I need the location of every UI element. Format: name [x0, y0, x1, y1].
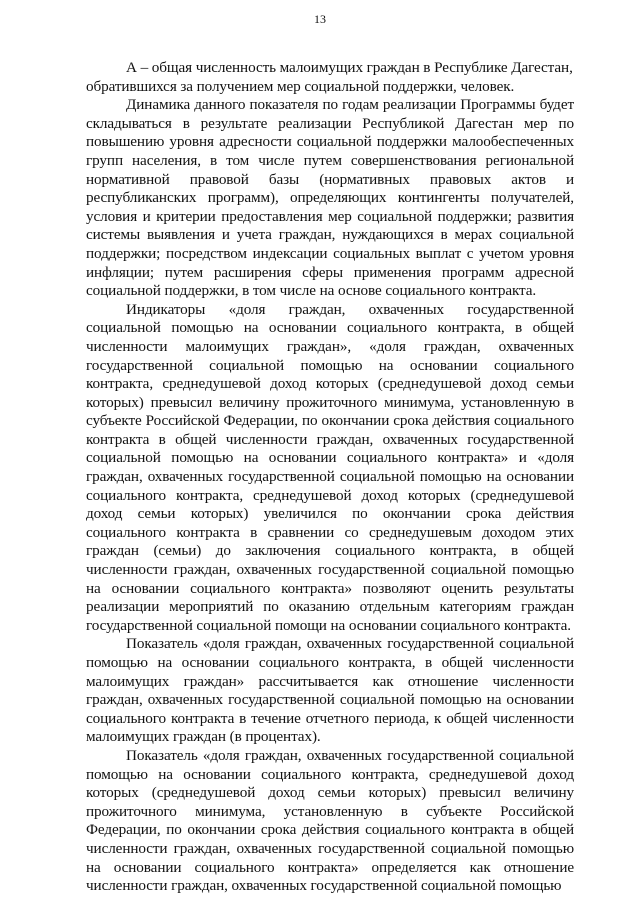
document-body — [86, 59, 574, 896]
paragraph-formula-term: А – общая численность малоимущих граждан в Республике Дагестан, — [126, 59, 573, 76]
paragraph-indicators: Индикаторы «доля граждан, охваченных государственной социальной помощью на основании социального контракта, в общей численности малоимущих граждан», «доля граждан, охваченных государственной социальной помощью на основании социального контракта, среднедушевой доход которых (среднедушевой доход семьи которых) превысил величину прожиточного минимума, установленную в субъекте Российской Федерации, по окончании срока действия социального контракта в общей численности граждан, охваченных государственной социальной помощью на основании социального контракта» и «доля граждан, охваченных государственной социальной помощью на основании социального контракта, среднедушевой доход которых (среднедушевой доход семьи которых) увеличился по окончании срока действия социального контракта в сравнении со среднедушевым доходом этих граждан (семьи) до заключения социального контракта, в общей численности граждан, охваченных государственной социальной помощью на основании социального контракта» позволяют оценить результаты реализации мероприятий по оказанию отдельным категориям граждан государственной социальной помощи на основании социального контракта. — [86, 300, 574, 634]
paragraph-indicator-income: Показатель «доля граждан, охваченных государственной социальной помощью на основании социального контракта, среднедушевой доход которых (среднедушевой доход семьи которых) превысил величину прожиточного минимума, установленную в субъекте Российской Федерации, по окончании срока действия социального контракта в общей численности граждан, охваченных государственной социальной помощью на основании социального контракта» определяется как отношение численности граждан, охваченных государственной социальной помощью — [86, 746, 574, 895]
paragraph-indicator-share: Показатель «доля граждан, охваченных государственной социальной помощью на основании социального контракта, в общей численности малоимущих граждан» рассчитывается как отношение численности граждан, охваченных государственной социальной помощью на основании социального контракта в течение отчетного периода, к общей численности малоимущих граждан (в процентах). — [86, 635, 574, 746]
paragraph-dynamics: Динамика данного показателя по годам реализации Программы будет складываться в результате реализации Республикой Дагестан мер по повышению уровня адресности социальной поддержки малообеспеченных групп населения, в том числе путем совершенствования региональной нормативной правовой базы (нормативных правовых актов и республиканских программ), определяющих контингенты получателей, условия и критерии предоставления мер социальной поддержки; развития системы выявления и учета граждан, нуждающихся в мерах социальной поддержки; посредством индексации социальных выплат с учетом уровня инфляции; путем расширения сферы применения программ адресной социальной поддержки, в том числе на основе социального контракта. — [86, 96, 574, 300]
paragraph-formula-term-continued: обратившихся за получением мер социальной поддержки, человек. — [86, 77, 515, 95]
page-number: 13 — [314, 12, 326, 26]
